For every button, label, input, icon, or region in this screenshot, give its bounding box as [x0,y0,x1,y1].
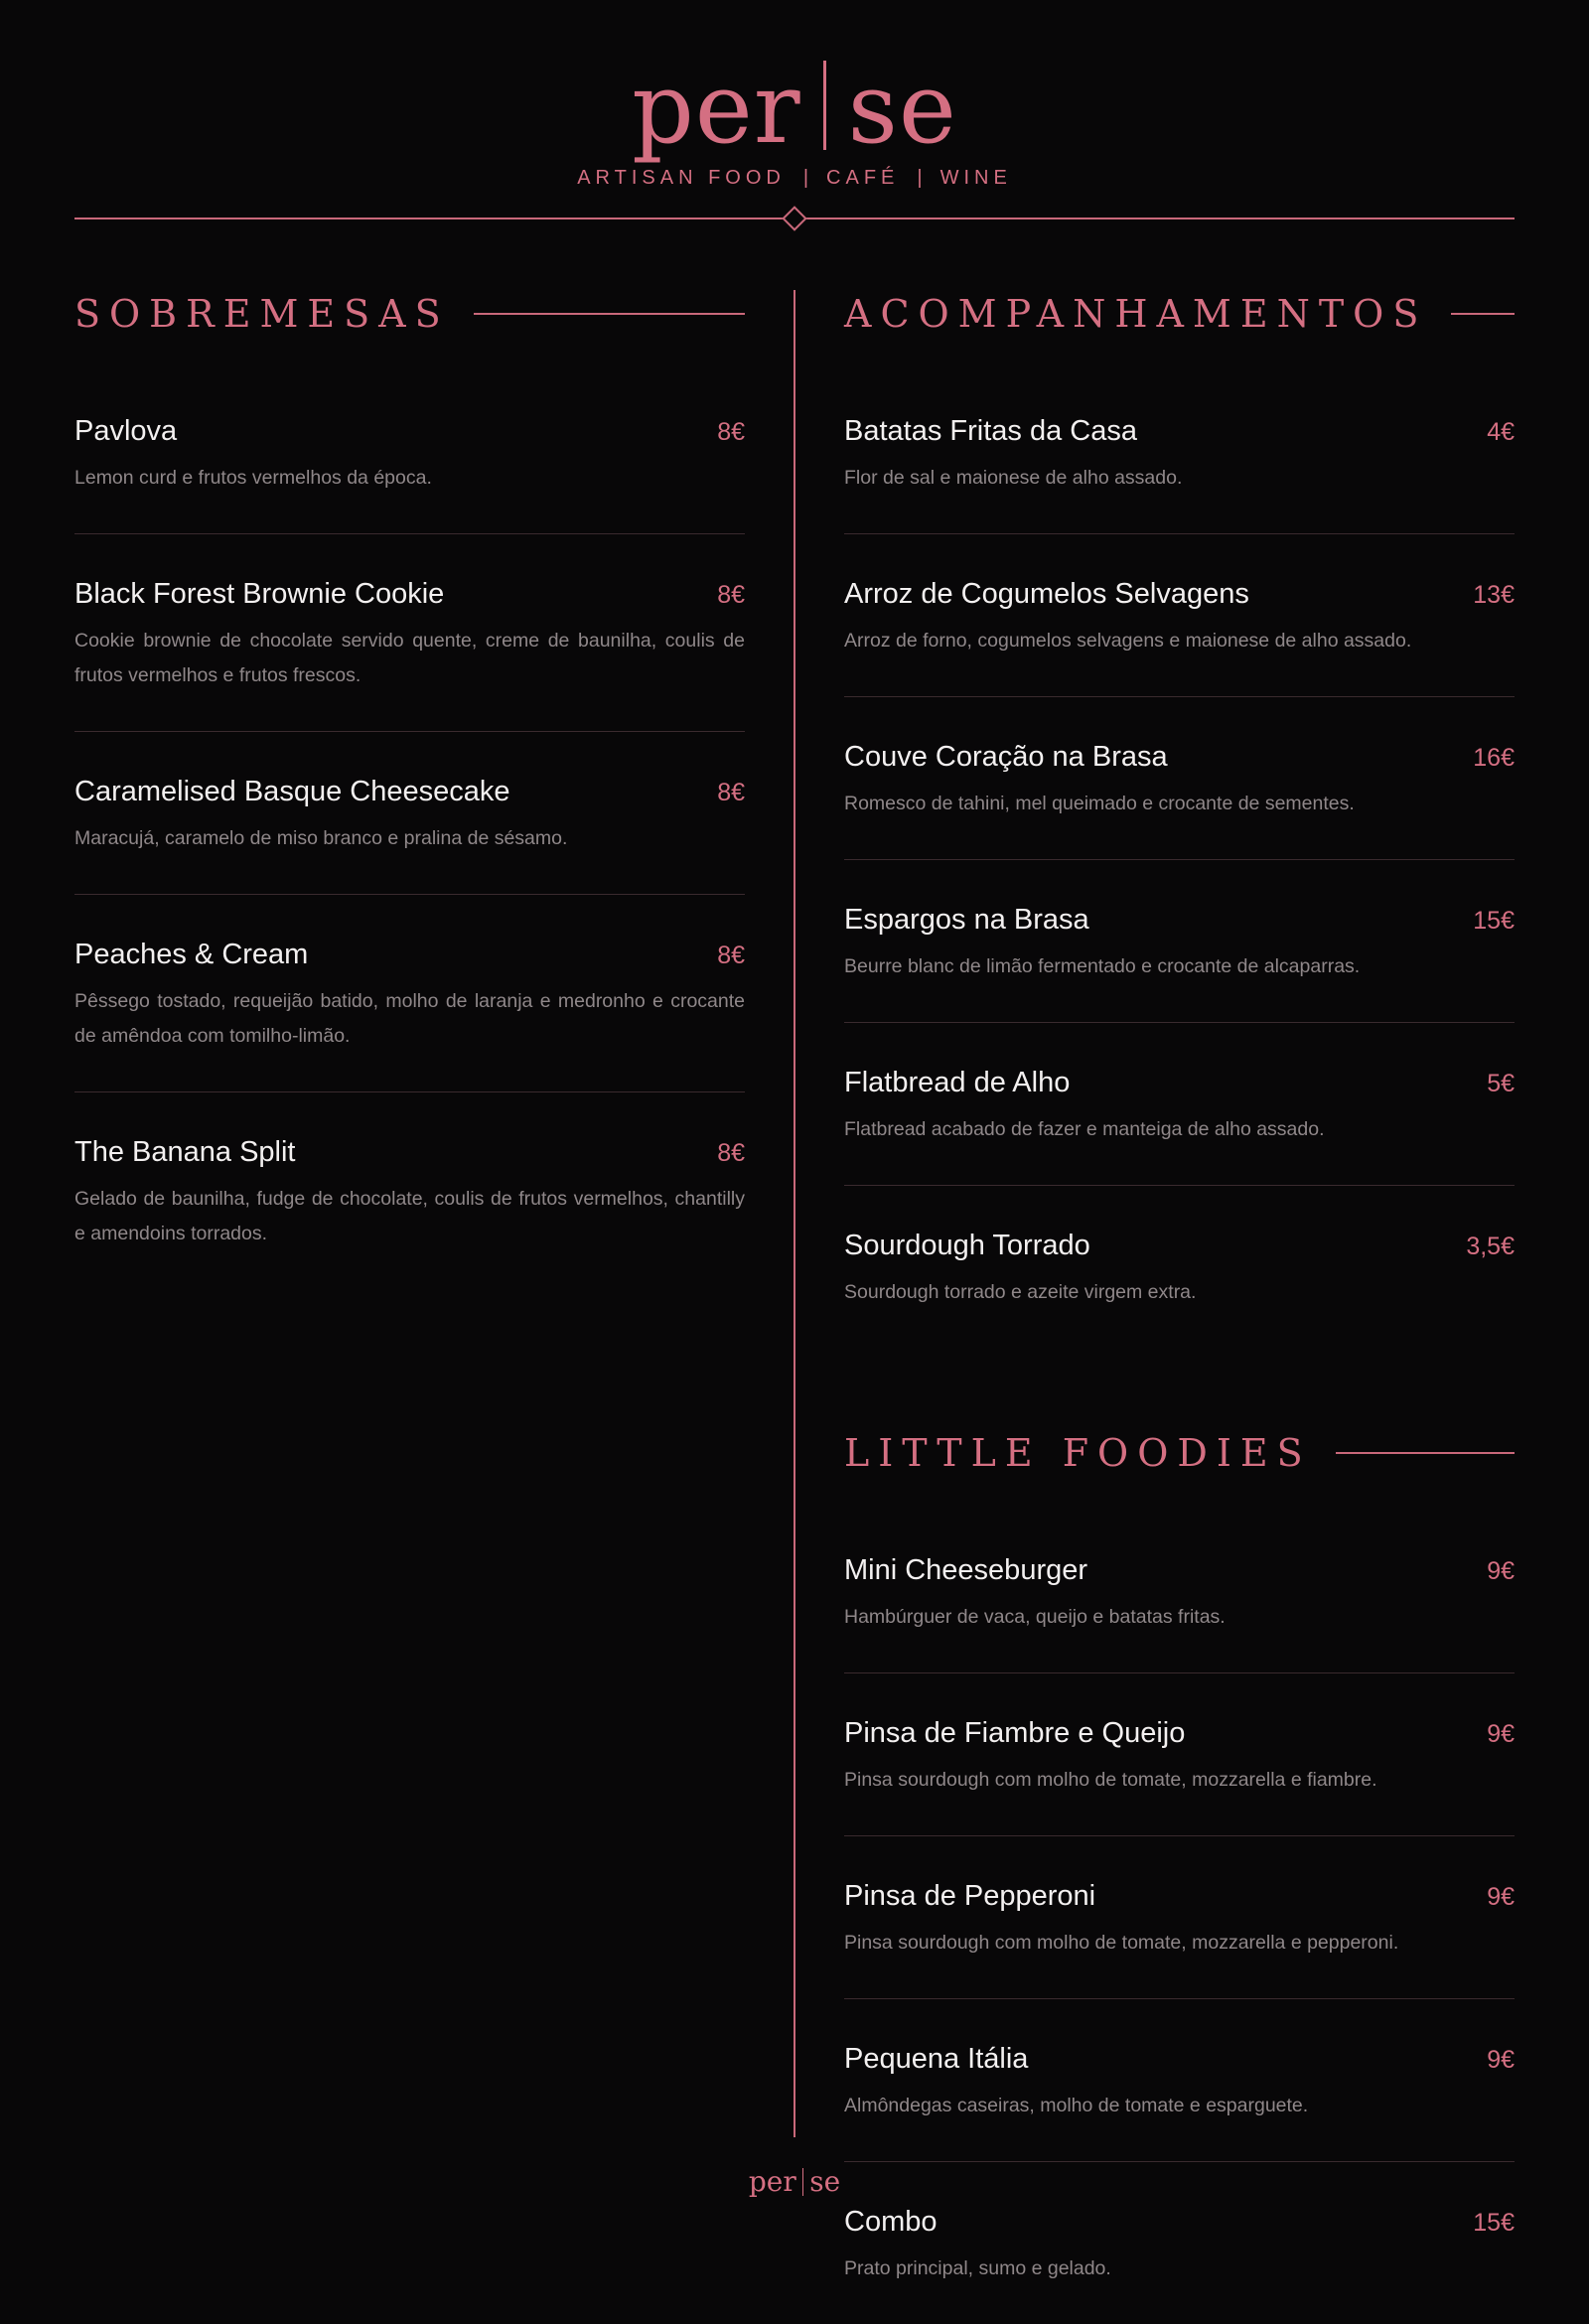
item-price: 8€ [717,779,745,806]
footer-brand-right: se [809,2165,841,2198]
menu-item [844,2039,1515,2162]
brand-separator [823,61,826,150]
item-price: 9€ [1487,1720,1515,1748]
section-header [74,288,745,340]
tagline-artisan-food: ARTISAN FOOD [577,167,786,189]
item-name: The Banana Split [74,1136,296,1168]
item-name: Combo [844,2206,938,2238]
item-description: Romesco de tahini, mel queimado e crocante de sementes. [844,793,1355,814]
section-rule [1336,1452,1515,1454]
item-description: Flatbread acabado de fazer e manteiga de alho assado. [844,1118,1325,1140]
section-rule [1451,313,1515,315]
item-name: Couve Coração na Brasa [844,741,1168,773]
item-name: Peaches & Cream [74,939,309,970]
item-name: Sourdough Torrado [844,1230,1090,1261]
item-description: Pêssego tostado, requeijão batido, molho de laranja e medronho e crocante de amêndoa com tomilho-limão. [74,990,745,1047]
item-price: 15€ [1473,907,1515,935]
item-name: Black Forest Brownie Cookie [74,578,445,610]
section-title-sobremesas: SOBREMESAS [74,292,450,336]
menu-item [74,1132,745,1289]
item-description: Pinsa sourdough com molho de tomate, mozzarella e fiambre. [844,1769,1377,1791]
item-price: 9€ [1487,2046,1515,2074]
menu-item [844,1226,1515,1348]
item-name: Pinsa de Pepperoni [844,1880,1096,1912]
footer-logo [0,2165,1589,2198]
section-title-acompanhamentos: ACOMPANHAMENTOS [844,292,1428,336]
footer-brand-left: per [748,2165,796,2198]
item-description: Lemon curd e frutos vermelhos da época. [74,467,432,489]
item-price: 8€ [717,418,745,446]
item-price: 8€ [717,581,745,609]
item-price: 8€ [717,1139,745,1167]
column-divider [794,290,795,2137]
item-name: Arroz de Cogumelos Selvagens [844,578,1249,610]
item-description: Sourdough torrado e azeite virgem extra. [844,1281,1197,1303]
item-name: Caramelised Basque Cheesecake [74,776,510,807]
footer-brand-separator [802,2168,804,2196]
section-title-little-foodies: LITTLE FOODIES [844,1431,1312,1475]
tagline-wine: WINE [939,167,1012,189]
diamond-ornament-icon [782,206,806,230]
menu-item [844,1876,1515,1999]
brand-logo [0,53,1589,166]
menu-item [74,772,745,895]
item-price: 9€ [1487,1557,1515,1585]
item-price: 15€ [1473,2209,1515,2237]
item-description: Hambúrguer de vaca, queijo e batatas fritas. [844,1606,1226,1628]
item-price: 5€ [1487,1070,1515,1097]
item-price: 13€ [1473,581,1515,609]
menu-item [74,935,745,1092]
item-name: Pavlova [74,415,178,447]
section-header [844,1427,1515,1479]
right-column [844,288,1515,2324]
item-name: Espargos na Brasa [844,904,1089,936]
menu-item [844,1063,1515,1186]
menu-item [844,900,1515,1023]
item-name: Mini Cheeseburger [844,1554,1088,1586]
item-description: Arroz de forno, cogumelos selvagens e maionese de alho assado. [844,630,1412,652]
item-name: Flatbread de Alho [844,1067,1071,1098]
menu-item [844,1713,1515,1836]
menu-item [844,737,1515,860]
brand-left: per [632,53,801,166]
item-description: Almôndegas caseiras, molho de tomate e esparguete. [844,2095,1309,2116]
menu-item [844,1550,1515,1673]
section-rule [474,313,745,315]
item-description: Maracujá, caramelo de miso branco e pralina de sésamo. [74,827,568,849]
item-description: Flor de sal e maionese de alho assado. [844,467,1183,489]
brand-tagline [0,167,1589,190]
brand-right: se [847,53,957,166]
item-description: Prato principal, sumo e gelado. [844,2257,1111,2279]
menu-item [844,574,1515,697]
item-price: 3,5€ [1466,1233,1515,1260]
sobremesas-section [74,288,745,1289]
tagline-separator: | [917,167,923,189]
tagline-separator: | [802,167,809,189]
item-price: 9€ [1487,1883,1515,1911]
menu-item [74,411,745,534]
item-description: Pinsa sourdough com molho de tomate, mozzarella e pepperoni. [844,1932,1399,1954]
section-header [844,288,1515,340]
item-name: Pinsa de Fiambre e Queijo [844,1717,1186,1749]
item-price: 16€ [1473,744,1515,772]
tagline-cafe: CAFÉ [826,167,900,189]
item-name: Pequena Itália [844,2043,1029,2075]
item-description: Beurre blanc de limão fermentado e crocante de alcaparras. [844,955,1361,977]
menu-item [844,411,1515,534]
item-price: 8€ [717,942,745,969]
item-name: Batatas Fritas da Casa [844,415,1137,447]
item-description: Gelado de baunilha, fudge de chocolate, coulis de frutos vermelhos, chantilly e amendoins torrados. [74,1188,745,1244]
menu-item [844,2202,1515,2324]
item-description: Cookie brownie de chocolate servido quente, creme de baunilha, coulis de frutos vermelhos e frutos frescos. [74,630,745,686]
menu-item [74,574,745,732]
item-price: 4€ [1487,418,1515,446]
